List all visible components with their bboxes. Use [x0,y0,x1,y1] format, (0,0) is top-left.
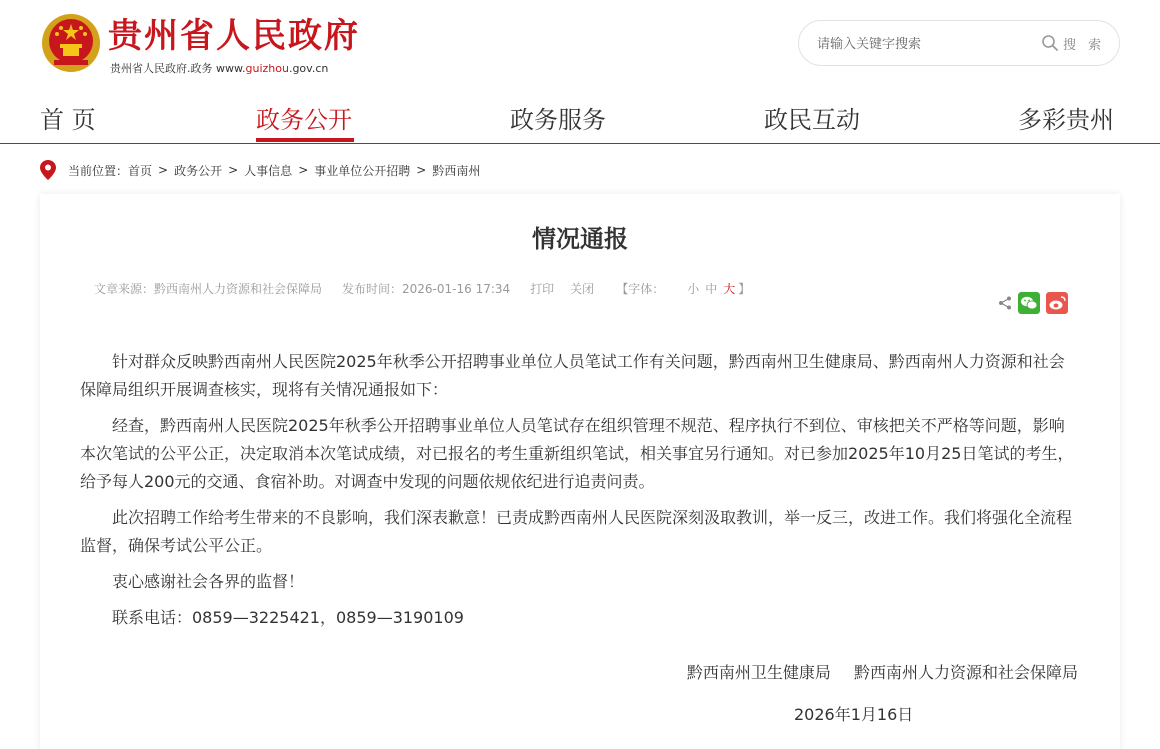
signature-health-bureau: 黔西南州卫生健康局 [686,663,831,682]
font-size-small[interactable]: 小 [687,282,700,296]
breadcrumb-link-recruitment[interactable]: 事业单位公开招聘 [314,163,411,178]
article-body [80,348,1080,640]
share-icon[interactable] [998,296,1012,310]
search-button[interactable]: 搜 索 [1063,38,1106,53]
site-header [0,0,1160,96]
site-url-mid: guizhou [245,62,289,75]
site-url[interactable] [216,62,328,75]
nav-item-home[interactable]: 首 页 [40,106,96,134]
font-size-medium[interactable]: 中 [705,282,718,296]
article-publish-time: 发布时间：2026-01-16 17:34 [342,282,511,296]
breadcrumb [40,158,480,182]
article-paragraph: 针对群众反映黔西南州人民医院2025年秋季公开招聘事业单位人员笔试工作有关问题，黔西南州卫生健康局、黔西南州人力资源和社会保障局组织开展调查核实，现将有关情况通报如下： [80,352,1065,399]
article-date: 2026年1月16日 [794,705,914,724]
font-size-close: 】 [738,282,751,296]
article-signature [669,660,1078,683]
breadcrumb-link-government-affairs[interactable]: 政务公开 [174,163,223,178]
article-contact: 联系电话：0859—3225421，0859—3190109 [112,608,464,627]
article-paragraph: 经查，黔西南州人民医院2025年秋季公开招聘事业单位人员笔试存在组织管理不规范、程序执行不到位、审核把关不严格等问题，影响本次笔试的公平公正，决定取消本次笔试成绩，对已报名的考生重新组织笔试，相关事宜另行通知。对已参加2025年10月25日笔试的考生，给予每人200元的交通、食宿补助。对调查中发现的问题依规依纪进行追责问责。 [80,416,1074,491]
location-pin-icon [40,160,56,180]
breadcrumb-link-qianxinan[interactable]: 黔西南州 [432,163,481,178]
font-size-label: 【字体： [616,282,665,296]
nav-item-government-affairs[interactable]: 政务公开 [256,106,352,134]
font-size-large[interactable]: 大 [723,282,736,296]
site-subtitle-prefix: 贵州省人民政府.政务 [110,62,213,75]
breadcrumb-link-home[interactable]: 首页 [128,163,153,178]
national-emblem-icon[interactable] [40,12,102,74]
article-meta [94,280,790,297]
search-box [798,20,1120,66]
article-panel [40,194,1120,749]
site-subtitle [110,60,328,76]
breadcrumb-separator: > [298,163,309,177]
site-title[interactable]: 贵州省人民政府 [108,16,360,56]
site-url-suffix: .gov.cn [288,62,329,75]
breadcrumb-separator: > [228,163,239,177]
wechat-share-icon[interactable] [1018,292,1040,314]
main-nav [0,96,1160,144]
close-button[interactable]: 关闭 [570,282,595,296]
nav-active-underline [256,138,354,142]
print-button[interactable]: 打印 [530,282,555,296]
weibo-share-icon[interactable] [1046,292,1068,314]
nav-item-government-services[interactable]: 政务服务 [510,106,606,134]
breadcrumb-link-personnel[interactable]: 人事信息 [244,163,293,178]
article-paragraph: 衷心感谢社会各界的监督！ [112,572,305,591]
share-bar [998,292,1074,314]
breadcrumb-prefix: 当前位置： [68,163,129,178]
article-source: 文章来源：黔西南州人力资源和社会保障局 [94,282,323,296]
search-icon[interactable] [1041,34,1059,52]
signature-hr-bureau: 黔西南州人力资源和社会保障局 [853,663,1078,682]
site-url-www: www. [216,62,246,75]
breadcrumb-separator: > [416,163,427,177]
font-size-control [616,280,770,297]
search-input[interactable] [817,33,1027,55]
nav-item-colorful-guizhou[interactable]: 多彩贵州 [1018,106,1114,134]
breadcrumb-separator: > [158,163,169,177]
article-title: 情况通报 [532,225,628,253]
article-paragraph: 此次招聘工作给考生带来的不良影响，我们深表歉意！已责成黔西南州人民医院深刻汲取教训，举一反三，改进工作。我们将强化全流程监督，确保考试公平公正。 [80,508,1073,555]
nav-item-interaction[interactable]: 政民互动 [764,106,860,134]
